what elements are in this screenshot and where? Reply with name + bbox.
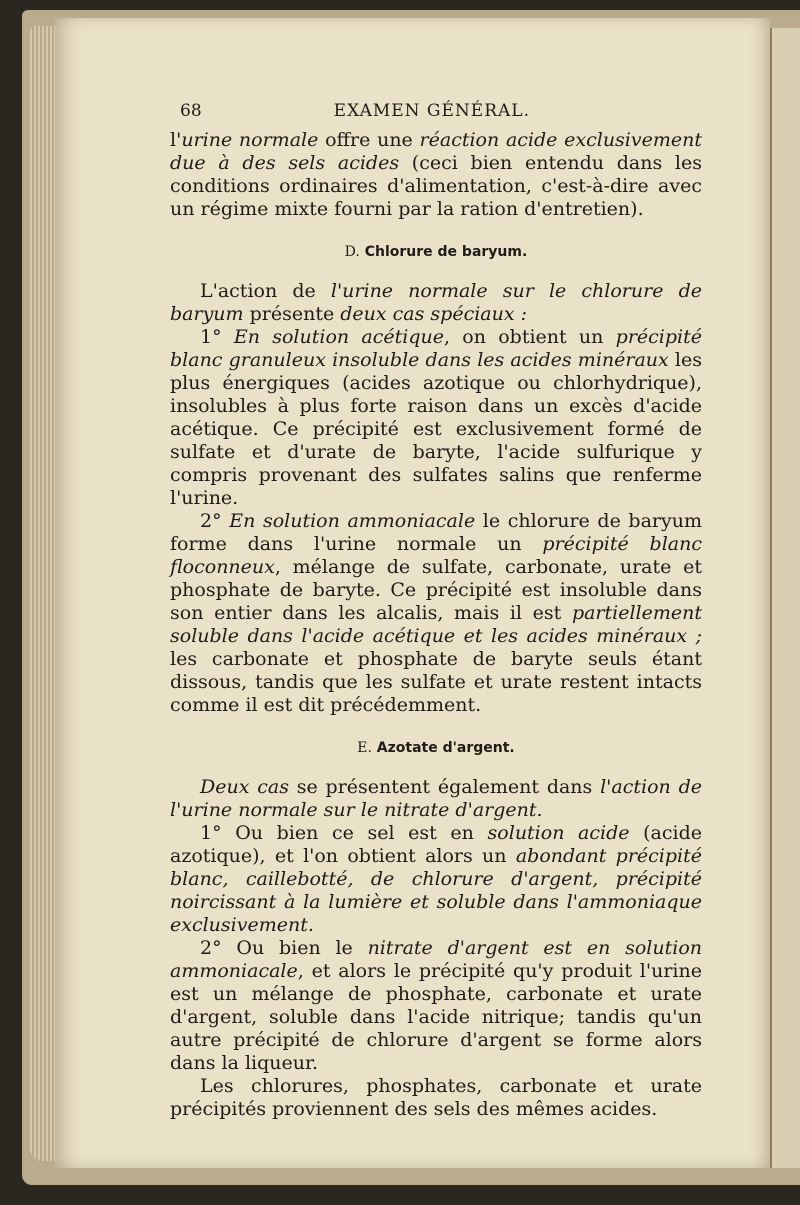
text-run: Les chlorures, phosphates, carbonate et urate précipités proviennent des sels des mêmes acides. [170,1075,702,1120]
italic-run: précipité blanc floconneux [170,533,702,578]
paragraph [170,129,702,221]
text-run: 2° Ou bien le [200,937,368,959]
section-title: Azotate d'argent. [376,740,515,756]
italic-run: partiellement soluble dans l'acide acétique et les acides minéraux ; [170,602,702,647]
italic-run: En solution ammoniacale [229,510,476,532]
text-run: 1° [200,326,234,348]
paragraph [170,326,702,510]
text-run: 2° [200,510,230,532]
italic-run: abondant précipité blanc, caillebotté, de chlorure d'argent, précipité noircissant à la lumière et soluble dans l'ammoniaque exclusivement. [170,845,702,936]
section-letter: E. [357,740,372,756]
section-heading [170,737,702,760]
italic-run: réaction acide exclusivement due à des sels acides [170,129,702,174]
text-run: , mélange de sulfate, carbonate, urate et phosphate de baryte. Ce précipité est insoluble dans son entier dans les alcalis, mais il est [170,556,702,624]
running-header [180,100,702,123]
paragraph [170,776,702,822]
text-run: les plus énergiques (acides azotique ou chlorhydrique), insolubles à plus forte raison dans un excès d'acide acétique. Ce précipité est exclusivement formé de sulfate et d'urate de baryte, l'acide sulfurique y compris provenant des sulfates salins que renferme l'urine. [170,349,702,509]
italic-run: urine normale [181,129,319,151]
facing-page-edge [770,28,800,1168]
italic-run: Deux cas [200,776,289,798]
text-run: l' [170,129,182,151]
italic-run: deux cas spéciaux : [340,303,528,325]
section-letter: D. [344,244,360,260]
italic-run: l'urine normale sur le chlorure de baryum [170,280,702,325]
text-run: présente [243,303,341,325]
paragraph [170,822,702,937]
text-run: , on obtient un [443,326,616,348]
italic-run: En solution acétique [233,326,444,348]
text-run: , et alors le précipité qu'y produit l'urine est un mélange de phosphate, carbonate et urate d'argent, soluble dans l'acide nitrique; tandis qu'un autre précipité de chlorure d'argent se forme alors dans la liqueur. [170,960,702,1074]
text-run: le chlorure de baryum forme dans l'urine normale un [170,510,702,555]
paragraph [170,937,702,1075]
page-edges [30,26,56,1161]
text-run: les carbonate et phosphate de baryte seuls étant dissous, tandis que les sulfate et urate restent intacts comme il est dit précédemment. [170,648,702,716]
running-title: EXAMEN GÉNÉRAL. [333,101,530,121]
page-number: 68 [180,101,202,121]
text-run: 1° Ou bien ce sel est en [200,822,488,844]
italic-run: solution acide [487,822,630,844]
paragraph [170,280,702,326]
italic-run: précipité blanc granuleux insoluble dans les acides minéraux [170,326,702,371]
paragraph [170,1075,702,1121]
italic-run: nitrate d'argent est en solution ammoniacale [170,937,702,982]
text-run: se présentent également dans [288,776,601,798]
section-heading [170,241,702,264]
paragraph [170,510,702,717]
text-run: (acide azotique), et l'on obtient alors un [170,822,703,867]
page-text [170,100,702,1121]
italic-run: l'action de l'urine normale sur le nitrate d'argent. [170,776,702,821]
section-title: Chlorure de baryum. [364,244,528,260]
text-run: L'action de [200,280,331,302]
text-run: offre une [318,129,420,151]
text-run: (ceci bien entendu dans les conditions ordinaires d'alimentation, c'est-à-dire avec un régime mixte fourni par la ration d'entretien). [170,152,703,220]
